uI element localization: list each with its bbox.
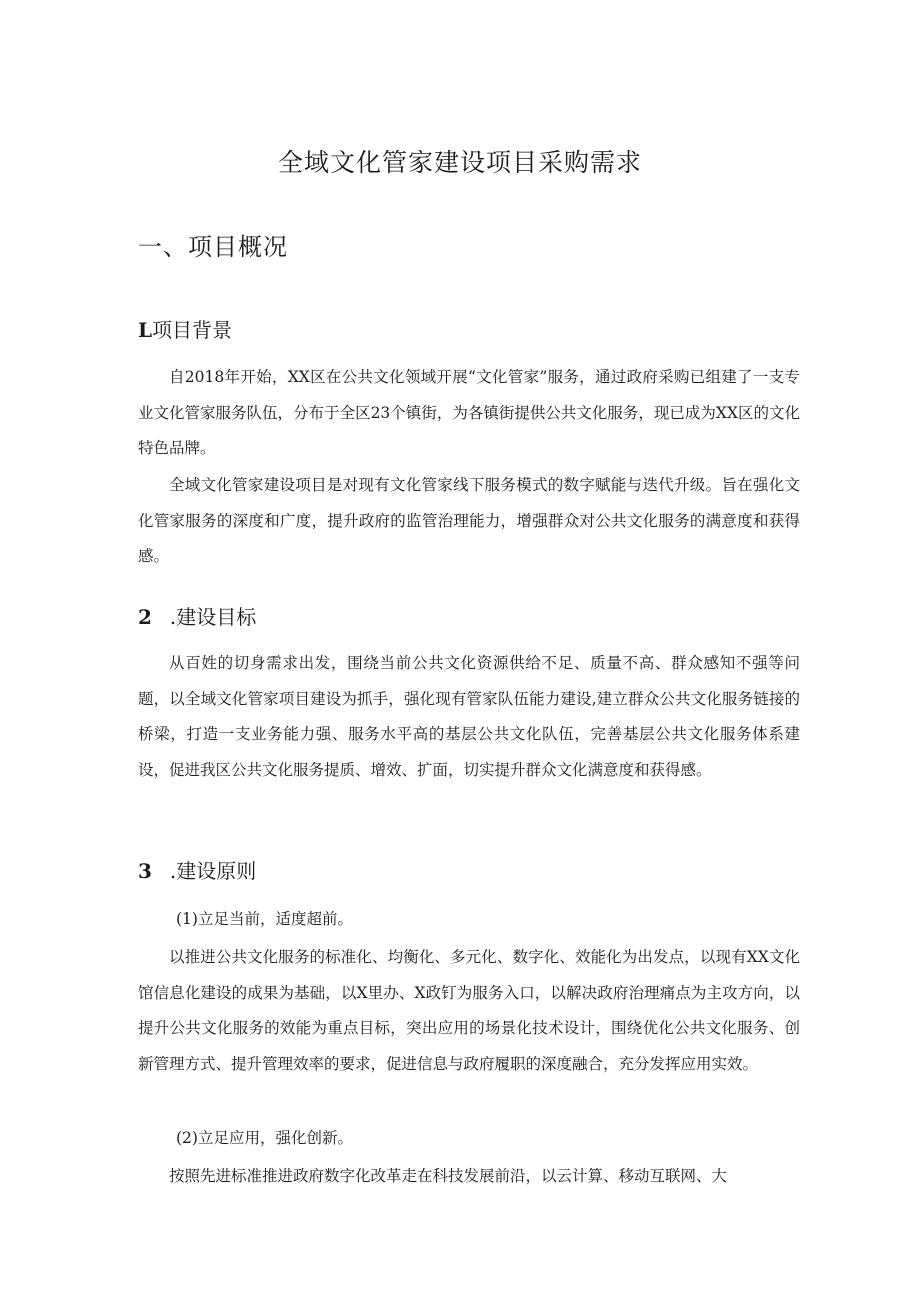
document-title: 全域文化管家建设项目采购需求 bbox=[277, 148, 642, 177]
paragraph-background-1: 自2018年开始，XX区在公共文化领域开展“文化管家”服务，通过政府采购已组建了一支专业文化管家服务队伍，分布于全区23个镇街，为各镇街提供公共文化服务，现已成为XX区的文化特色品牌。 bbox=[138, 368, 800, 457]
subsection-number: 3 bbox=[138, 859, 152, 883]
subsection-title: .建设原则 bbox=[169, 859, 257, 883]
principle-item-2: (2)立足应用，强化创新。 bbox=[176, 1129, 353, 1147]
subsection-heading-principles bbox=[138, 856, 256, 886]
subsection-number: L bbox=[138, 318, 153, 342]
subsection-title: .建设目标 bbox=[169, 605, 257, 629]
subsection-number: 2 bbox=[138, 605, 152, 629]
subsection-heading-goals bbox=[138, 602, 256, 632]
subsection-title: 项目背景 bbox=[152, 318, 233, 342]
paragraph-background-2: 全域文化管家建设项目是对现有文化管家线下服务模式的数字赋能与迭代升级。旨在强化文化管家服务的深度和广度，提升政府的监管治理能力，增强群众对公共文化服务的满意度和获得感。 bbox=[138, 476, 800, 565]
principle-item-1: (1)立足当前，适度超前。 bbox=[176, 910, 353, 928]
paragraph-goals: 从百姓的切身需求出发，围绕当前公共文化资源供给不足、质量不高、群众感知不强等问题，以全域文化管家项目建设为抓手，强化现有管家队伍能力建设,建立群众公共文化服务链接的桥梁，打造一支业务能力强、服务水平高的基层公共文化队伍，完善基层公共文化服务体系建设，促进我区公共文化服务提质、增效、扩面，切实提升群众文化满意度和获得感。 bbox=[138, 654, 800, 779]
section-heading-overview: 一、项目概况 bbox=[138, 233, 288, 261]
paragraph-principle-1: 以推进公共文化服务的标准化、均衡化、多元化、数字化、效能化为出发点，以现有XX文化馆信息化建设的成果为基础，以X里办、X政钉为服务入口，以解决政府治理痛点为主攻方向，以提升公共文化服务的效能为重点目标，突出应用的场景化技术设计，围绕优化公共文化服务、创新管理方式、提升管理效率的要求，促进信息与政府履职的深度融合，充分发挥应用实效。 bbox=[138, 948, 800, 1073]
paragraph-principle-2: 按照先进标准推进政府数字化改革走在科技发展前沿，以云计算、移动互联网、大 bbox=[169, 1167, 728, 1185]
subsection-heading-background bbox=[138, 315, 232, 345]
